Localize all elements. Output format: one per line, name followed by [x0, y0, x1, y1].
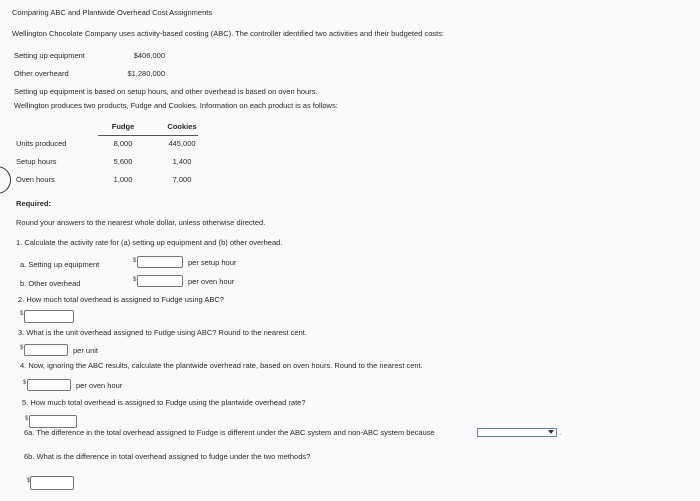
q2-dollar-sign: $: [20, 311, 24, 317]
cell-fudge: 5,600: [113, 156, 133, 166]
q2-answer-input[interactable]: [24, 310, 74, 323]
cell-fudge: 1,000: [113, 174, 133, 184]
cost-value-other: $1,280,000: [127, 69, 165, 78]
table-row: [16, 152, 216, 170]
q3-answer-input[interactable]: [24, 344, 68, 356]
required-heading: Required:: [16, 199, 52, 208]
intro-text: Wellington Chocolate Company uses activity-based costing (ABC). The controller identified two activities and their budgeted costs:: [12, 29, 445, 38]
paragraph-1: Setting up equipment is based on setup hours, and other overhead is based on oven hours.: [14, 87, 318, 96]
q1a-label: a. Setting up equipment: [20, 260, 100, 269]
q1b-answer-input[interactable]: [137, 275, 183, 287]
table-header-fudge: Fudge: [111, 122, 135, 131]
table-row: [16, 134, 216, 152]
rounding-note: Round your answers to the nearest whole dollar, unless otherwise directed.: [16, 218, 266, 227]
q6b-answer-input[interactable]: [30, 476, 74, 490]
q3-unit: per unit: [73, 346, 99, 355]
table-header-cookies: Cookies: [167, 122, 197, 131]
arc-marker-icon: [0, 166, 11, 194]
cell-fudge: 8,000: [113, 138, 133, 148]
q1a-unit: per setup hour: [188, 258, 237, 267]
row-label: Units produced: [16, 138, 67, 148]
cell-cookies: 445,000: [168, 138, 196, 148]
row-label: Setup hours: [16, 156, 57, 166]
table-header-blank: [16, 122, 98, 134]
q1b-unit: per oven hour: [188, 277, 235, 286]
q6b-dollar-sign: $: [27, 478, 31, 484]
page-title: Comparing ABC and Plantwide Overhead Cost Assignments: [12, 8, 213, 17]
product-info-table: [16, 122, 216, 188]
q1b-dollar-sign: $: [133, 277, 137, 283]
cost-label-setup: Setting up equipment: [14, 51, 85, 60]
q4-dollar-sign: $: [23, 380, 27, 386]
chevron-down-icon: [548, 430, 554, 434]
question-6a: 6a. The difference in the total overhead assigned to Fudge is different under the ABC system and non-ABC system because: [24, 428, 435, 437]
cell-cookies: 1,400: [172, 156, 192, 166]
q1a-answer-input[interactable]: [137, 256, 183, 268]
cost-label-other: Other overheard: [14, 69, 69, 78]
q6a-reason-select[interactable]: [477, 428, 557, 437]
question-6b: 6b. What is the difference in total overhead assigned to fudge under the two methods?: [24, 452, 311, 461]
q5-dollar-sign: $: [25, 416, 29, 422]
q5-answer-input[interactable]: [29, 415, 77, 428]
question-1: 1. Calculate the activity rate for (a) setting up equipment and (b) other overhead.: [16, 238, 283, 247]
question-5: 5. How much total overhead is assigned to Fudge using the plantwide overhead rate?: [22, 398, 306, 407]
table-row: [16, 170, 216, 188]
table-header-divider: [98, 135, 198, 136]
q1a-dollar-sign: $: [133, 258, 137, 264]
question-3: 3. What is the unit overhead assigned to Fudge using ABC? Round to the nearest cent.: [18, 328, 307, 337]
q6a-end-period: .: [559, 428, 562, 437]
q4-answer-input[interactable]: [27, 379, 71, 391]
q4-unit: per oven hour: [76, 381, 123, 390]
q1b-label: b. Other overhead: [20, 279, 81, 288]
row-label: Oven hours: [16, 174, 55, 184]
paragraph-2: Wellington produces two products, Fudge and Cookies. Information on each product is as follows:: [14, 101, 338, 110]
cell-cookies: 7,000: [172, 174, 192, 184]
question-2: 2. How much total overhead is assigned to Fudge using ABC?: [18, 295, 224, 304]
question-4: 4. Now, ignoring the ABC results, calculate the plantwide overhead rate, based on oven hours. Round to the nearest cent.: [20, 361, 423, 370]
q3-dollar-sign: $: [20, 345, 24, 351]
cost-value-setup: $406,000: [133, 51, 165, 60]
